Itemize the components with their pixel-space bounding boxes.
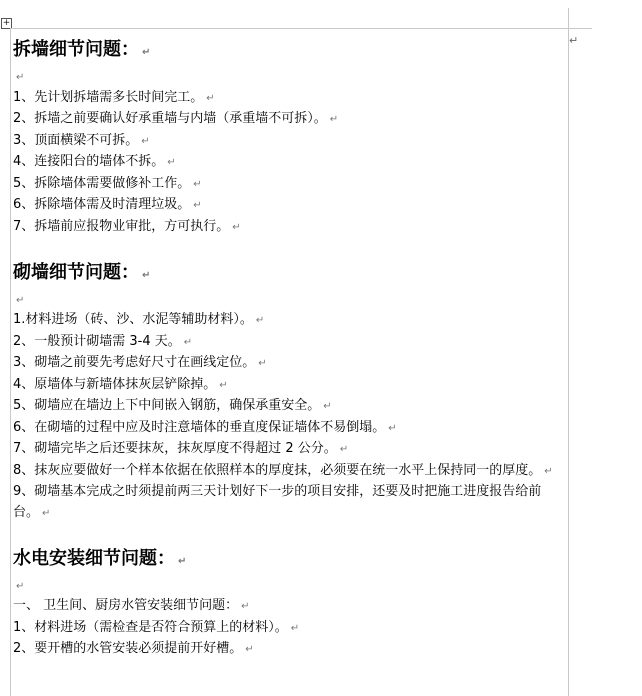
paragraph-mark-icon: ↵ xyxy=(183,336,193,348)
paragraph-mark-icon: ↵ xyxy=(141,135,150,147)
paragraph-mark-icon: ↵ xyxy=(544,465,553,477)
list-item: 8、抹灰应要做好一个样本依据在依照样本的厚度抹，必须要在统一水平上保持同一的厚度。 ↵ xyxy=(13,462,553,478)
list-item: 4、原墙体与新墙体抹灰层铲除掉。 ↵ xyxy=(13,376,228,392)
table-left-border xyxy=(10,28,11,696)
document-body[interactable] xyxy=(13,36,567,661)
section-heading-masonry: 砌墙细节问题： ↵ xyxy=(13,261,151,283)
empty-paragraph xyxy=(13,238,567,259)
list-item: 6、拆除墙体需及时清理垃圾。 ↵ xyxy=(13,197,202,212)
list-item: 6、在砌墙的过程中应及时注意墙体的垂直度保证墙体不易倒塌。 ↵ xyxy=(13,419,397,435)
paragraph-mark-icon: ↵ xyxy=(258,358,267,369)
list-item: 3、顶面横梁不可拆。 ↵ xyxy=(13,132,150,148)
paragraph-mark-icon: ↵ xyxy=(16,580,25,592)
list-item: 7、砌墙完毕之后还要抹灰，抹灰厚度不得超过 2 公分。 ↵ xyxy=(13,441,349,456)
paragraph-mark-icon: ↵ xyxy=(193,200,202,211)
empty-paragraph xyxy=(13,576,567,597)
paragraph-mark-icon: ↵ xyxy=(142,47,151,58)
paragraph-mark-icon: ↵ xyxy=(329,114,339,125)
paragraph-mark-icon: ↵ xyxy=(219,379,228,391)
list-item: 2、要开槽的水管安装必须提前开好槽。 ↵ xyxy=(13,641,254,656)
list-item: 2、拆墙之前要确认好承重墙与内墙（承重墙不可拆）。 ↵ xyxy=(13,111,339,126)
list-item: 5、拆除墙体需要做修补工作。 ↵ xyxy=(13,175,202,191)
list-item: 5、砌墙应在墙边上下中间嵌入钢筋，确保承重安全。 ↵ xyxy=(13,398,332,413)
paragraph-mark-icon: ↵ xyxy=(339,444,349,455)
list-item: 1.材料进场（砖、沙、水泥等辅助材料）。 ↵ xyxy=(13,312,265,327)
list-item: 2、一般预计砌墙需 3-4 天。 ↵ xyxy=(13,333,193,349)
list-item: 1、材料进场（需检查是否符合预算上的材料）。 ↵ xyxy=(13,619,300,635)
paragraph-mark-icon: ↵ xyxy=(16,294,25,306)
list-item: 4、连接阳台的墙体不拆。 ↵ xyxy=(13,154,176,169)
paragraph-mark-icon: ↵ xyxy=(232,221,241,233)
table-move-handle-icon[interactable]: + xyxy=(2,18,11,28)
list-item: 1、先计划拆墙需多长时间完工。 ↵ xyxy=(13,89,215,105)
paragraph-mark-icon: ↵ xyxy=(388,422,397,434)
table-right-border xyxy=(568,8,569,696)
paragraph-mark-icon: ↵ xyxy=(245,644,254,655)
empty-paragraph xyxy=(13,67,567,88)
section-heading-plumbing-electrical: 水电安装细节问题： ↵ xyxy=(13,547,187,569)
paragraph-mark-icon: ↵ xyxy=(206,92,215,104)
list-item: 一、 卫生间、厨房水管安装细节问题： ↵ xyxy=(13,598,250,613)
paragraph-mark-icon: ↵ xyxy=(290,622,300,634)
paragraph-mark-icon: ↵ xyxy=(323,401,332,412)
paragraph-mark-icon: ↵ xyxy=(167,157,176,168)
paragraph-mark-icon: ↵ xyxy=(255,315,265,326)
empty-paragraph xyxy=(13,290,567,311)
paragraph-mark-icon: ↵ xyxy=(193,178,202,190)
paragraph-mark-icon: ↵ xyxy=(16,72,25,83)
section-heading-demolition: 拆墙细节问题： ↵ xyxy=(13,39,151,60)
end-of-row-mark-icon: ↵ xyxy=(569,34,579,47)
empty-paragraph xyxy=(13,524,567,545)
list-item: 9、砌墙基本完成之时须提前两三天计划好下一步的项目安排，还要及时把施工进度报告给前台。 ↵ xyxy=(13,484,542,520)
paragraph-mark-icon: ↵ xyxy=(42,507,51,519)
paragraph-mark-icon: ↵ xyxy=(241,601,250,612)
table-top-border xyxy=(10,28,592,29)
list-item: 3、砌墙之前要先考虑好尺寸在画线定位。 ↵ xyxy=(13,355,267,370)
paragraph-mark-icon: ↵ xyxy=(142,269,151,281)
list-item: 7、拆墙前应报物业审批，方可执行。 ↵ xyxy=(13,218,241,234)
paragraph-mark-icon: ↵ xyxy=(178,555,187,567)
